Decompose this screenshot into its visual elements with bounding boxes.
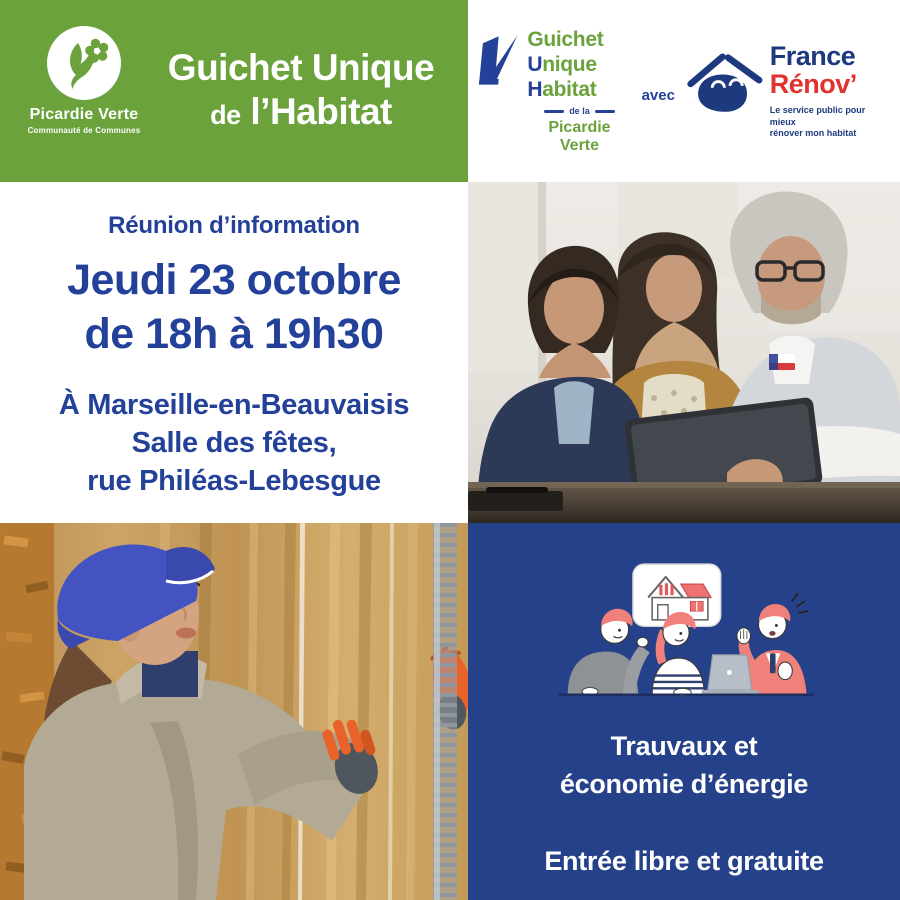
poster-title-line2-de: de	[210, 100, 241, 131]
photo-insulation-worker	[0, 523, 468, 900]
guichet-unique-habitat-logo: Guichet Unique Habitat de la Picardie Verte	[476, 27, 632, 155]
panel-admission: Entrée libre et gratuite	[544, 845, 824, 876]
event-location: À Marseille-en-Beauvaisis Salle des fêtes, rue Philéas-Lebesgue	[58, 388, 410, 498]
poster-title-line2-main: l’Habitat	[250, 91, 392, 133]
france-renov-tagline: Le service public pour mieux rénover mon habitat	[769, 105, 866, 139]
green-header-banner	[0, 0, 468, 182]
event-heading: Réunion d’information	[108, 212, 360, 239]
picardie-verte-logo	[16, 26, 152, 135]
guh-org-name: Picardie Verte	[548, 119, 611, 154]
guh-connector: de la	[527, 106, 631, 116]
info-panel	[468, 523, 900, 900]
conjunction-avec: avec	[641, 86, 675, 104]
france-renov-house-icon	[685, 48, 764, 118]
info-meeting-illustration	[512, 551, 856, 719]
partner-logos-strip	[468, 0, 900, 182]
poster-title-line1: Guichet Unique	[167, 47, 435, 88]
guh-word-guichet: Guichet	[527, 28, 604, 51]
poster-title	[140, 46, 462, 135]
guichet-unique-habitat-icon	[476, 33, 519, 89]
france-renov-name-line1: France	[769, 41, 856, 72]
picardie-verte-flower-icon	[47, 26, 121, 100]
panel-topic: Trauvaux et économie d’énergie	[559, 731, 809, 800]
photo-advisor-consultation	[468, 182, 900, 523]
event-info-block	[0, 182, 468, 523]
france-renov-logo	[685, 42, 892, 140]
event-date: Jeudi 23 octobre de 18h à 19h30	[67, 256, 401, 358]
picardie-verte-subtitle: Communauté de Communes	[27, 126, 141, 135]
dash-left	[544, 110, 564, 113]
france-renov-name-line2: Rénov’	[769, 69, 857, 100]
dash-right	[595, 110, 615, 113]
picardie-verte-name: Picardie Verte	[29, 106, 139, 123]
